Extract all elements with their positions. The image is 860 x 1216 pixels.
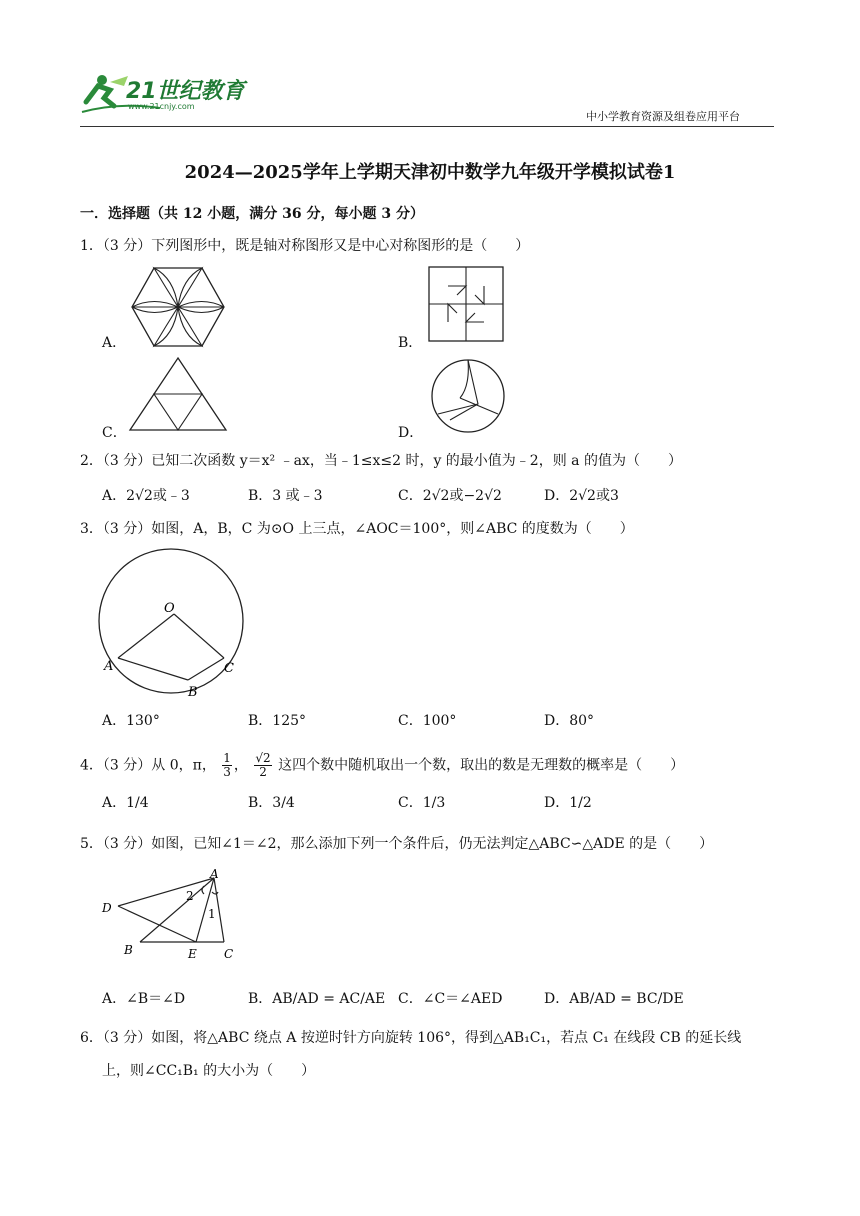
q4-stem-start: 4．（3 分）从 0，π，: [80, 757, 216, 774]
question-6-line-1: 6．（3 分）如图，将△ABC 绕点 A 按逆时针方向旋转 106°，得到△AB₁C₁，若点 C₁ 在线段 CB 的延长线: [80, 1030, 742, 1046]
sqrt2-over-2-fraction: $\frac{√2}{2}$: [255, 751, 271, 779]
point-b-label: B: [124, 943, 133, 957]
q4-stem-end: 这四个数中随机取出一个数，取出的数是无理数的概率是（ ）: [278, 757, 685, 774]
question-4-stem: 4．（3 分）从 0，π， $\frac{1}{3}$ ， $\frac{√2}{2}$ 这四个数中随机取出一个数，取出的数是无理数的概率是（ ）: [80, 751, 685, 779]
page-title: 2024—2025学年上学期天津初中数学九年级开学模拟试卷1: [184, 162, 676, 183]
logo-url: www.21cnjy.com: [128, 102, 195, 111]
q2-option-d[interactable]: D．2√2或3: [544, 488, 619, 504]
point-a-label: A: [210, 867, 219, 881]
point-b-label: B: [188, 685, 198, 700]
question-5-stem: 5．（3 分）如图，已知∠1＝∠2，那么添加下列一个条件后，仍无法判定△ABC∽△ADE 的是（ ）: [80, 836, 714, 852]
q2-option-c[interactable]: C．2√2或−2√2: [398, 488, 502, 504]
site-logo: [80, 72, 250, 116]
pinwheel-square-figure: [428, 266, 504, 342]
point-c-label: C: [224, 661, 234, 676]
q2-option-b[interactable]: B．3 或﹣3: [248, 488, 323, 504]
question-3-stem: 3．（3 分）如图，A，B，C 为⊙O 上三点，∠AOC＝100°，则∠ABC 的度数为（ ）: [80, 521, 634, 537]
question-1-stem: 1．（3 分）下列图形中，既是轴对称图形又是中心对称图形的是（ ）: [80, 238, 530, 254]
q1-option-a[interactable]: A．: [102, 335, 127, 351]
q2-option-a[interactable]: A．2√2或﹣3: [102, 488, 190, 504]
q5-option-c[interactable]: C．∠C＝∠AED: [398, 991, 503, 1007]
q1-option-c[interactable]: C．: [102, 425, 127, 441]
header-divider: [80, 126, 774, 127]
q1-option-b[interactable]: B．: [398, 335, 423, 351]
point-o-label: O: [164, 601, 175, 616]
question-6-line-2: 上，则∠CC₁B₁ 的大小为（ ）: [102, 1063, 316, 1079]
hexagon-flower-figure: [130, 266, 226, 348]
q4-option-b[interactable]: B．3/4: [248, 795, 295, 811]
q5-option-d[interactable]: D．AB/AD = BC/DE: [544, 991, 684, 1007]
circle-angle-figure: [96, 546, 256, 706]
q5-option-a[interactable]: A．∠B＝∠D: [102, 991, 186, 1007]
q4-option-d[interactable]: D．1/2: [544, 795, 592, 811]
q3-option-b[interactable]: B．125°: [248, 713, 307, 729]
one-third-fraction: $\frac{1}{3}$: [223, 751, 231, 779]
angle-2-label: 2: [186, 889, 194, 903]
angle-1-label: 1: [208, 907, 216, 921]
question-2-stem: 2．（3 分）已知二次函数 y＝x² ﹣ax，当﹣1≤x≤2 时，y 的最小值为﹣2，则 a 的值为（ ）: [80, 453, 682, 469]
platform-label: 中小学教育资源及组卷应用平台: [586, 110, 740, 123]
point-c-label: C: [224, 947, 234, 961]
point-a-label: A: [104, 659, 114, 674]
section-heading: 一．选择题（共 12 小题，满分 36 分，每小题 3 分）: [80, 206, 424, 222]
similar-triangles-figure: [100, 866, 250, 962]
point-e-label: E: [188, 947, 197, 961]
q3-option-c[interactable]: C．100°: [398, 713, 457, 729]
q4-option-c[interactable]: C．1/3: [398, 795, 446, 811]
q3-option-d[interactable]: D．80°: [544, 713, 595, 729]
q3-option-a[interactable]: A．130°: [102, 713, 160, 729]
triangle-figure: [128, 356, 228, 432]
q5-option-b[interactable]: B．AB/AD = AC/AE: [248, 991, 386, 1007]
q4-option-a[interactable]: A．1/4: [102, 795, 149, 811]
q1-option-d[interactable]: D．: [398, 425, 424, 441]
circle-triskelion-figure: [430, 358, 506, 434]
logo-text: 21世纪教育: [126, 79, 245, 104]
point-d-label: D: [102, 901, 112, 915]
